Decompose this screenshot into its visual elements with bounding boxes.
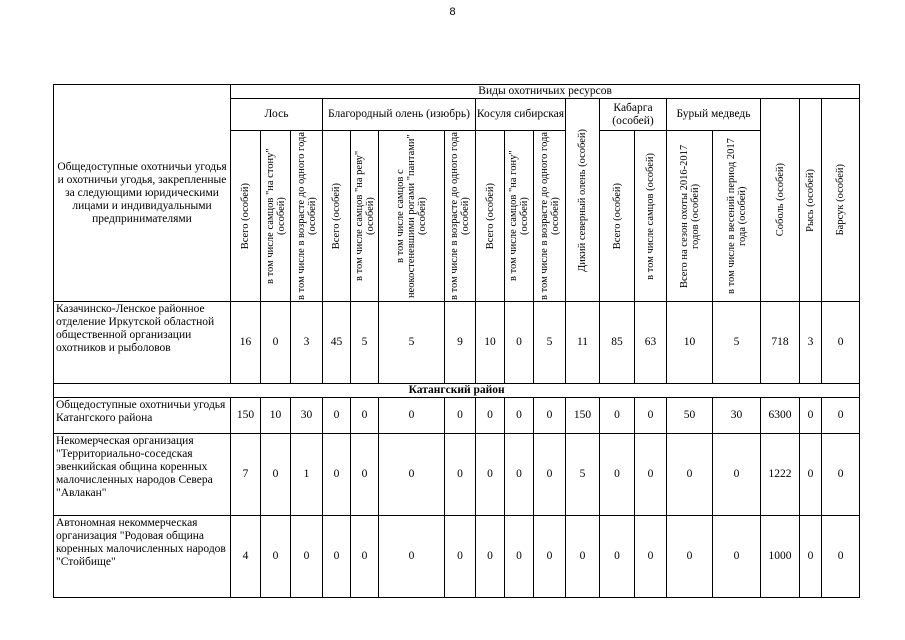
cell: 85 [600, 302, 635, 384]
table-row [54, 302, 860, 384]
col-header-18: Барсук (особей) [822, 99, 860, 302]
table-row [54, 398, 860, 434]
cell: 3 [291, 302, 323, 384]
cell: 5 [566, 434, 600, 516]
col-header-8: Всего (особей) [476, 131, 505, 302]
col-header-14: Всего на сезон охоты 2016-2017 годов (особей) [667, 131, 713, 302]
district-title: Катангский район [54, 384, 860, 398]
org-name: Некомерческая организация "Территориально-соседская эвенкийская община коренных малочисленных народов Севера "Авлакан" [54, 434, 231, 516]
group-header-kosulya: Косуля сибирская [476, 99, 566, 131]
cell: 0 [635, 434, 667, 516]
col-header-1: Всего (особей) [231, 131, 261, 302]
cell: 150 [231, 398, 261, 434]
cell: 1222 [761, 434, 800, 516]
col-header-7: в том числе в возрасте до одного года (особей) [445, 131, 476, 302]
group-header-medved: Бурый медведь [667, 99, 761, 131]
cell: 0 [351, 434, 379, 516]
cell: 718 [761, 302, 800, 384]
cell: 5 [534, 302, 566, 384]
cell: 45 [323, 302, 351, 384]
org-name: Общедоступные охотничьи угодья Катангского района [54, 398, 231, 434]
cell: 0 [635, 516, 667, 598]
cell: 0 [505, 516, 534, 598]
cell: 11 [566, 302, 600, 384]
cell: 0 [261, 516, 291, 598]
col-header-17: Рысь (особей) [800, 99, 822, 302]
cell: 0 [445, 434, 476, 516]
col-header-11: Дикий северный олень (особей) [566, 99, 600, 302]
cell: 30 [291, 398, 323, 434]
cell: 0 [600, 434, 635, 516]
cell: 0 [822, 302, 860, 384]
cell: 0 [291, 516, 323, 598]
cell: 10 [476, 302, 505, 384]
cell: 1000 [761, 516, 800, 598]
cell: 0 [713, 516, 761, 598]
cell: 0 [667, 434, 713, 516]
org-column-header: Общедоступные охотничьи угодья и охотничьи угодья, закрепленные за следующими юридическими лицами и индивидуальными предпринимателями [54, 85, 231, 302]
cell: 0 [476, 434, 505, 516]
group-header-los: Лось [231, 99, 323, 131]
cell: 0 [351, 398, 379, 434]
group-header-olen: Благородный олень (изюбрь) [323, 99, 476, 131]
cell: 16 [231, 302, 261, 384]
col-header-13: в том числе самцов (особей) [635, 131, 667, 302]
cell: 0 [800, 434, 822, 516]
col-header-10: в том числе в возрасте до одного года (особей) [534, 131, 566, 302]
cell: 5 [379, 302, 445, 384]
page-number: 8 [449, 6, 456, 18]
cell: 0 [534, 434, 566, 516]
hunting-resources-table [53, 84, 860, 598]
cell: 7 [231, 434, 261, 516]
main-header: Виды охотничьих ресурсов [231, 85, 860, 99]
cell: 0 [713, 434, 761, 516]
cell: 0 [600, 516, 635, 598]
col-header-2: в том числе самцов "на стону" (особей) [261, 131, 291, 302]
org-name: Казачинско-Ленское районное отделение Иркутской областной общественной организации охотников и рыболовов [54, 302, 231, 384]
cell: 0 [600, 398, 635, 434]
col-header-16: Соболь (особей) [761, 99, 800, 302]
cell: 63 [635, 302, 667, 384]
col-header-9: в том числе самцов "на гону" (особей) [505, 131, 534, 302]
cell: 0 [261, 302, 291, 384]
cell: 0 [505, 434, 534, 516]
cell: 0 [822, 516, 860, 598]
col-header-6: в том числе самцов с неокостеневшими рогами "пантами" (особей) [379, 131, 445, 302]
district-row [54, 384, 860, 398]
cell: 0 [261, 434, 291, 516]
cell: 0 [476, 516, 505, 598]
cell: 9 [445, 302, 476, 384]
cell: 5 [713, 302, 761, 384]
table-row [54, 516, 860, 598]
group-header-kabarga: Кабарга (особей) [600, 99, 667, 131]
cell: 0 [800, 516, 822, 598]
org-name: Автономная некоммерческая организация "Родовая община коренных малочисленных народов "Стойбище" [54, 516, 231, 598]
table-row [54, 434, 860, 516]
cell: 1 [291, 434, 323, 516]
cell: 0 [351, 516, 379, 598]
cell: 4 [231, 516, 261, 598]
cell: 0 [667, 516, 713, 598]
cell: 0 [445, 398, 476, 434]
cell: 0 [379, 516, 445, 598]
cell: 0 [505, 302, 534, 384]
cell: 50 [667, 398, 713, 434]
cell: 0 [822, 434, 860, 516]
cell: 10 [261, 398, 291, 434]
col-header-15: в том числе в весений период 2017 года (особей) [713, 131, 761, 302]
col-header-5: в том числе самцов "на реву" (особей) [351, 131, 379, 302]
cell: 10 [667, 302, 713, 384]
cell: 0 [822, 398, 860, 434]
cell: 0 [445, 516, 476, 598]
col-header-4: Всего (особей) [323, 131, 351, 302]
cell: 0 [534, 516, 566, 598]
col-header-12: Всего (особей) [600, 131, 635, 302]
col-header-3: в том числе в возрасте до одного года (особей) [291, 131, 323, 302]
cell: 0 [323, 398, 351, 434]
cell: 0 [379, 398, 445, 434]
cell: 0 [534, 398, 566, 434]
cell: 5 [351, 302, 379, 384]
cell: 0 [379, 434, 445, 516]
cell: 0 [323, 434, 351, 516]
cell: 6300 [761, 398, 800, 434]
cell: 150 [566, 398, 600, 434]
cell: 0 [505, 398, 534, 434]
cell: 0 [566, 516, 600, 598]
cell: 3 [800, 302, 822, 384]
cell: 0 [476, 398, 505, 434]
cell: 0 [323, 516, 351, 598]
cell: 0 [635, 398, 667, 434]
cell: 30 [713, 398, 761, 434]
cell: 0 [800, 398, 822, 434]
